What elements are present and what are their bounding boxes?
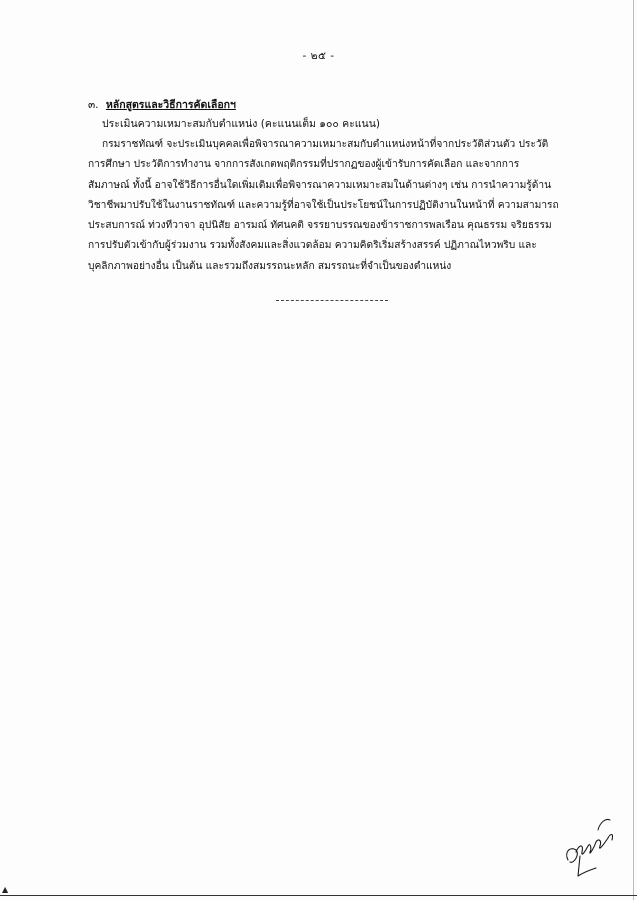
scan-edge-right [633,0,634,900]
body-line: การศึกษา ประวัติการทำงาน จากการสังเกตพฤติกรรมที่ปรากฏของผู้เข้ารับการคัดเลือก และจากการ [88,159,520,171]
section-subheading: ประเมินความเหมาะสมกับตำแหน่ง (คะแนนเต็ม ๑๐๐ คะแนน) [102,118,380,130]
handwritten-signature [560,812,620,882]
scan-edge-bottom [0,895,637,896]
body-line: สัมภาษณ์ ทั้งนี้ อาจใช้วิธีการอื่นใดเพิ่มเติมเพื่อพิจารณาความเหมาะสมในด้านต่างๆ เช่น การนำความรู้ด้าน [88,179,552,191]
body-line: ประสบการณ์ ท่วงทีวาจา อุปนิสัย อารมณ์ ทัศนคติ จรรยาบรรณของข้าราชการพลเรือน คุณธรรม จริยธรรม [88,220,552,232]
end-divider [276,300,388,301]
section-heading [88,96,588,114]
body-paragraph [88,135,584,277]
section-number: ๓. [88,99,99,111]
body-line: วิชาชีพมาปรับใช้ในงานราชทัณฑ์ และความรู้ที่อาจใช้เป็นประโยชน์ในการปฏิบัติงานในหน้าที่ ความสามารถ [88,199,559,211]
page-number: - ๒๕ - [302,50,335,62]
body-line: บุคลิกภาพอย่างอื่น เป็นต้น และรวมถึงสมรรถนะหลัก สมรรถนะที่จำเป็นของตำแหน่ง [88,260,452,272]
scan-mark-icon: ▲ [2,885,9,894]
body-line: กรมราชทัณฑ์ จะประเมินบุคคลเพื่อพิจารณาความเหมาะสมกับตำแหน่งหน้าที่จากประวัติส่วนตัว ประวัติ [102,139,549,150]
body-line: การปรับตัวเข้ากับผู้ร่วมงาน รวมทั้งสังคมและสิ่งแวดล้อม ความคิดริเริ่มสร้างสรรค์ ปฏิภาณไหวพริบ และ [88,240,537,252]
section-title: หลักสูตรและวิธีการคัดเลือกฯ [105,99,236,111]
section-header [88,96,588,134]
